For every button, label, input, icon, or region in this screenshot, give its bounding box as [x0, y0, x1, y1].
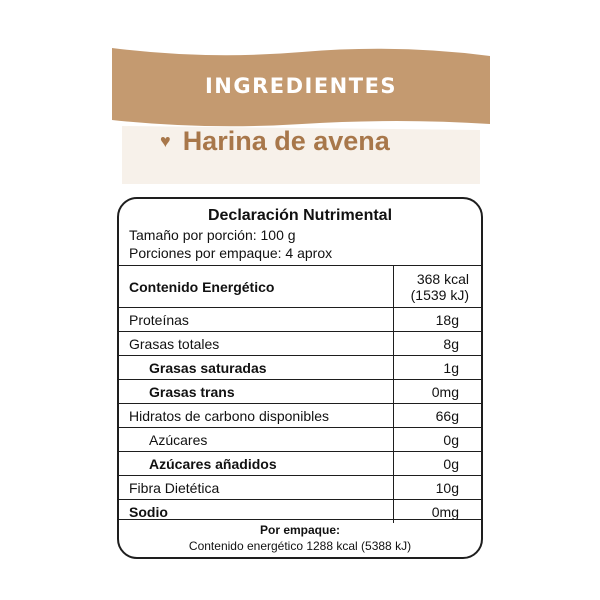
row-label: Grasas saturadas: [149, 359, 267, 376]
row-value: [393, 266, 481, 307]
table-row: [119, 355, 481, 379]
nutrition-table: [117, 197, 483, 559]
table-row: [119, 475, 481, 499]
product-name-row: [160, 126, 390, 156]
row-label: Contenido Energético: [129, 278, 275, 295]
product-name: Harina de avena: [182, 125, 390, 156]
nutrition-title: Declaración Nutrimental: [207, 207, 393, 224]
row-label: Azúcares: [149, 431, 208, 448]
footer-title: Por empaque:: [259, 523, 340, 537]
table-row: [119, 379, 481, 403]
energy-kj: (1539 kJ): [410, 286, 469, 303]
footer-value: Contenido energético 1288 kcal (5388 kJ): [188, 539, 412, 553]
row-value: 66g: [393, 404, 481, 427]
row-value: 0g: [393, 428, 481, 451]
row-label: Hidratos de carbono disponibles: [129, 407, 330, 424]
row-label: Proteínas: [129, 311, 189, 328]
table-row: [119, 427, 481, 451]
table-row: [119, 451, 481, 475]
row-value: 1g: [393, 356, 481, 379]
row-label: Azúcares añadidos: [149, 455, 277, 472]
row-value: 0mg: [393, 380, 481, 403]
row-value: 0mg: [393, 500, 481, 523]
row-value: 18g: [393, 308, 481, 331]
row-value: 8g: [393, 332, 481, 355]
table-row: [119, 307, 481, 331]
row-value: 0g: [393, 452, 481, 475]
heart-icon: ♥: [160, 130, 171, 151]
banner-title: INGREDIENTES: [204, 74, 398, 98]
table-row-energy: [119, 265, 481, 307]
row-value: 10g: [393, 476, 481, 499]
row-label: Sodio: [129, 503, 168, 520]
nutrition-rows: [119, 265, 481, 523]
ingredients-banner: [112, 44, 490, 184]
row-label: Grasas totales: [129, 335, 220, 352]
nutrition-header: [119, 199, 481, 265]
servings-per-package: Porciones por empaque: 4 aprox: [129, 245, 333, 261]
energy-kcal: 368 kcal: [416, 270, 469, 287]
row-label: Grasas trans: [149, 383, 235, 400]
nutrition-footer: [119, 519, 481, 554]
row-label: Fibra Dietética: [129, 479, 220, 496]
banner-background: [112, 44, 490, 184]
serving-size: Tamaño por porción: 100 g: [129, 227, 296, 243]
table-row: [119, 403, 481, 427]
table-row: [119, 331, 481, 355]
